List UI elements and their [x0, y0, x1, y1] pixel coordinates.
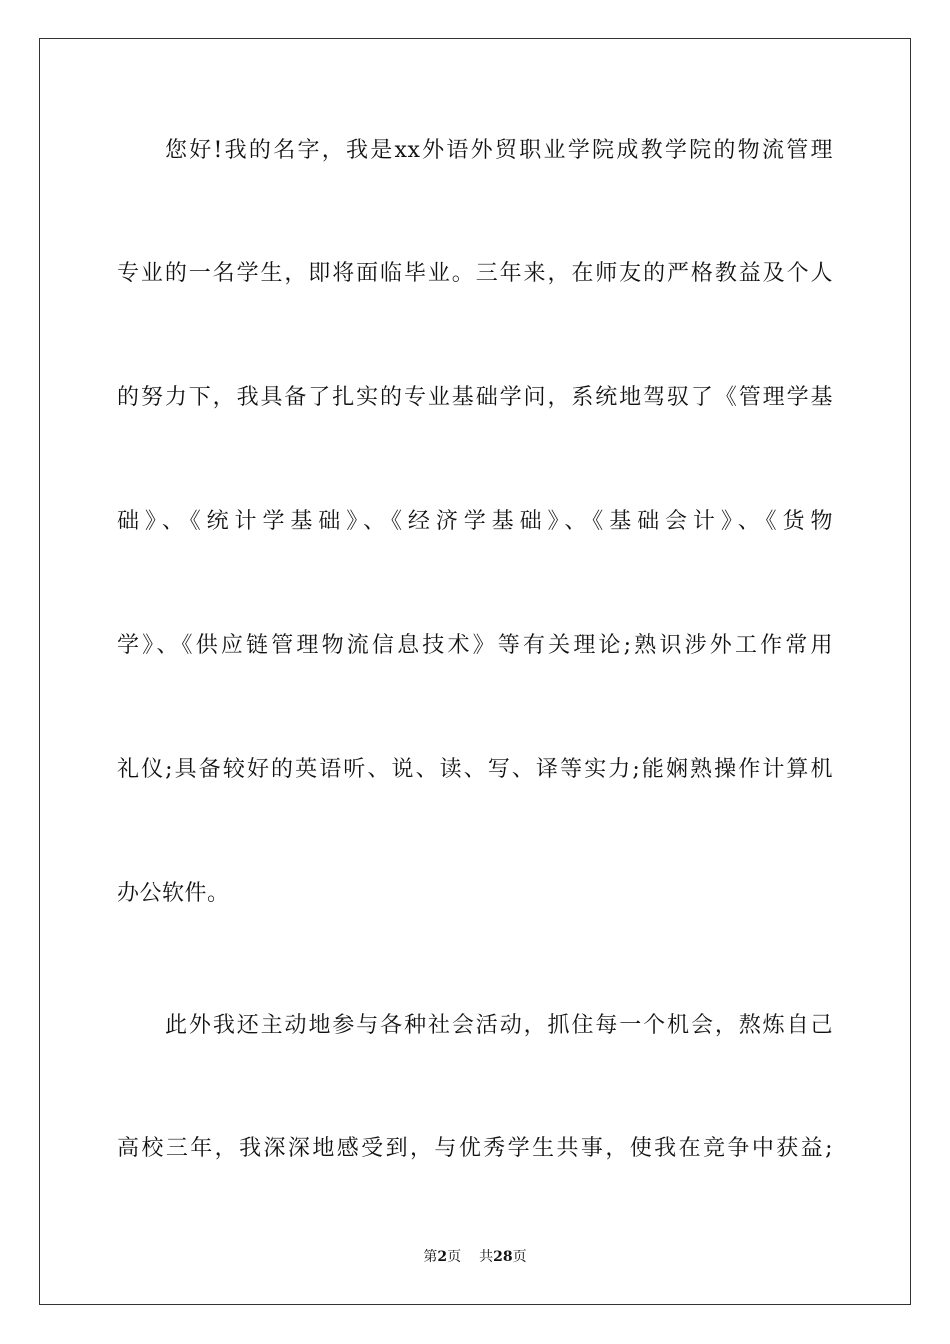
page-border	[39, 38, 911, 1305]
total-suffix: 页	[512, 1249, 527, 1265]
paragraph-1-line-7: 办公软件。	[117, 881, 230, 906]
paragraph-1-line-2: 专业的一名学生，即将面临毕业。三年来，在师友的严格教益及个人	[117, 261, 833, 286]
page-total: 28	[493, 1249, 513, 1265]
page-suffix: 页	[447, 1249, 462, 1265]
paragraph-1-line-5: 学》、《供应链管理物流信息技术》等有关理论;熟识涉外工作常用	[117, 633, 833, 658]
paragraph-2-line-1: 此外我还主动地参与各种社会活动，抓住每一个机会，熬炼自己	[165, 1013, 833, 1038]
page-current: 2	[437, 1249, 448, 1265]
paragraph-1-line-3: 的努力下，我具备了扎实的专业基础学问，系统地驾驭了《管理学基	[117, 385, 833, 410]
paragraph-2-line-2: 高校三年，我深深地感受到，与优秀学生共事，使我在竞争中获益;	[117, 1136, 833, 1161]
paragraph-1-line-6: 礼仪;具备较好的英语听、说、读、写、译等实力;能娴熟操作计算机	[117, 757, 833, 782]
page-footer	[0, 1247, 950, 1267]
page-prefix: 第	[423, 1249, 438, 1265]
paragraph-1-line-1: 您好!我的名字，我是xx外语外贸职业学院成教学院的物流管理	[165, 138, 833, 163]
total-prefix: 共	[479, 1249, 494, 1265]
paragraph-1-line-4: 础》、《统计学基础》、《经济学基础》、《基础会计》、《货物	[117, 509, 833, 534]
